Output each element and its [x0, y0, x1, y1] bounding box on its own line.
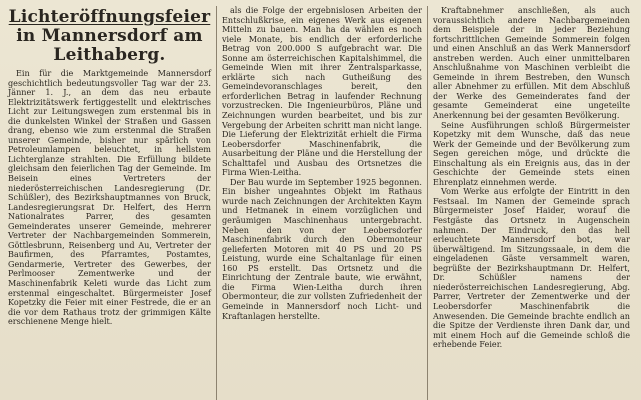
paragraph: Kraftabnehmer anschließen, als auch voraussichtlich andere Nachbargemeinden dem Beispiele der in jeder Beziehung fortschrittlichen Gemeinde Sommerein folgen und einen Anschluß an das Werk Mannersdorf anstreben werden. Auch einer unmittelbaren Anschlußnahme von Maschinen verbleibt die Gemeinde in ihrem Bestreben, den Wunsch aller Abnehmer zu erfüllen. Mit dem Abschluß der Werke des Gemeinderates fand der gesamte Gemeinderat eine ungeteilte Anerkennung bei der gesamten Bevölkerung. [432, 6, 630, 121]
paragraph: Ein für die Marktgemeinde Mannersdorf geschichtlich bedeutungsvoller Tag war der 23. Jänner 1. J., an dem das neu erbaute Elektrizitätswerk fertiggestellt und elektrisches Licht zur Leitungswegen zum erstenmal bis in die dunkelsten Winkel der Straßen und Gassen drang, ebenso wie zum erstenmal die Straßen unserer Gemeinde, bisher nur spärlich von Petroleumlampen beleuchtet, in hellstem Lichterglanze strahlten. Die Erfüllung bildete gleichsam den feierlichen Tag der Gemeinde. Im Beisein eines Vertreters der niederösterreichischen Landesregierung (Dr. Schüßler), des Bezirkshauptmannes von Bruck, Landesregierungsrat Dr. Helfert, des Herrn Nationalrates Parrer, des gesamten Gemeinderates unserer Gemeinde, mehrerer Vertreter der Nachbargemeinden Sommerein, Göttlesbrunn, Reisenberg und Au, Vertreter der Baufirmen, des Pfarramtes, Postamtes, Gendarmerie, Vertreter des Gewerbes, der Perlmooser Zementwerke und der Maschinenfabrik Keleti wurde das Licht zum erstenmal eingeschaltet. Bürgermeister Josef Kopetzky die Feier mit einer Festrede, die er an die vor dem Rathaus trotz der grimmigen Kälte erschienene Menge hielt. [8, 68, 211, 327]
column-3 [427, 6, 635, 400]
headline [8, 8, 211, 65]
column-1 [6, 6, 216, 400]
paragraph: Vom Werke aus erfolgte der Eintritt in den Festsaal. Im Namen der Gemeinde sprach Bürgermeister Josef Haider, worauf die Festgäste das Ortsnetz in Augenschein nahmen. Der Eindruck, den das hell erleuchtete Mannersdorf bot, war überwältigend. Im Sitzungssaale, in dem die eingeladenen Gäste versammelt waren, begrüßte der Bezirkshauptmann Dr. Helfert, Dr. Schüßler namens der niederösterreichischen Landesregierung, Abg. Parrer, Vertreter der Zementwerke und der Leobersdorfer Maschinenfabrik die Anwesenden. Die Gemeinde brachte endlich an die Spitze der Verdienste ihren Dank dar, und mit einem Hoch auf die Gemeinde schloß die erhebende Feier. [432, 186, 630, 350]
headline-line-2: in Mannersdorf am Leithaberg. [16, 26, 203, 65]
column-2 [216, 6, 427, 400]
article-columns [6, 6, 635, 400]
paragraph: Der Bau wurde im September 1925 begonnen. Ein bisher ungeahntes Objekt im Rathaus wurde nach Zeichnungen der Architekten Kaym und Hetmanek in einem vorzüglichen und geräumigen Maschinenhaus untergebracht. Neben den von der Leobersdorfer Maschinenfabrik durch den Obermonteur gelieferten Motoren mit 40 PS und 20 PS Leistung, wurde eine Schaltanlage für einen 160 PS erstellt. Das Ortsnetz und die Einrichtung der Zentrale baute, wie erwähnt, die Firma Wien-Leitha durch ihren Obermonteur, die zur vollsten Zufriedenheit der Gemeinde in Mannersdorf noch Licht- und Kraftanlagen herstellte. [221, 176, 422, 321]
headline-line-1: Lichteröffnungsfeier [8, 7, 211, 27]
paragraph: als die Folge der ergebnislosen Arbeiten der Entschlußkrise, ein eigenes Werk aus eigenen Mitteln zu bauen. Man ha da wählen es noch viele Monate, bis endlich der erforderliche Betrag von 200.000 S aufgebracht war. Die Sonne am österreichischen Kapitalshimmel, die Gemeinde Wien mit ihrer Zentralsparkasse, erklärte sich nach Gutheißung des Gemeindevoranschlages bereit, den erforderlichen Betrag in laufender Rechnung vorzustrecken. Die Ingenieurbüros, Pläne und Zeichnungen wurden bearbeitet, und bis zur Vergebung der Arbeiten schritt man nicht lange. Die Lieferung der Elektrizität erhielt die Firma Leobersdorfer Maschinenfabrik, die Ausarbeitung der Pläne und die Herstellung der Schalttafel und Ausbau des Ortsnetzes die Firma Wien-Leitha. [221, 6, 422, 178]
paragraph: Seine Ausführungen schloß Bürgermeister Kopetzky mit dem Wunsche, daß das neue Werk der Gemeinde und der Bevölkerung zum Segen gereichen möge, und drückte die Einschaltung als ein Ereignis aus, das in der Geschichte der Gemeinde stets einen Ehrenplatz einnehmen werde. [432, 119, 630, 187]
